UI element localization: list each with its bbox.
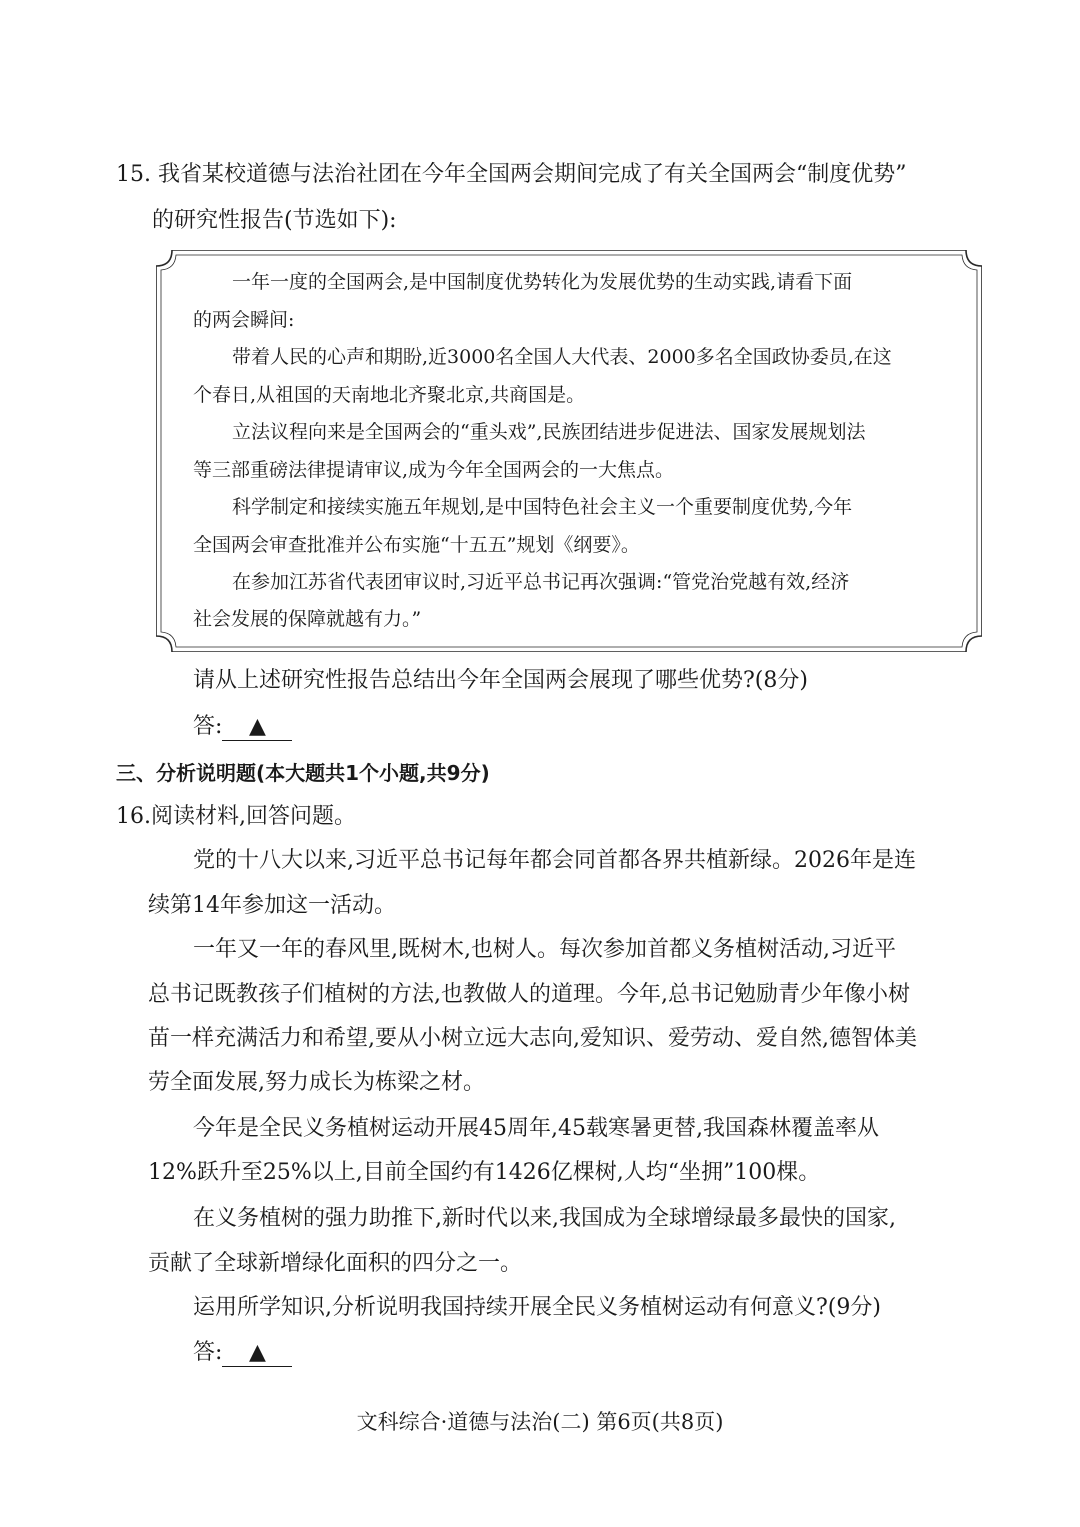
q16-material-2-line1: 一年又一年的春风里,既树木,也树人。每次参加首都义务植树活动,习近平: [193, 937, 896, 962]
q16-material-1-line2: 续第14年参加这一活动。: [148, 893, 396, 918]
excerpt-p3-line2: 等三部重磅法律提请审议,成为今年全国两会的一大焦点。: [193, 459, 675, 481]
q16-stem: 16.阅读材料,回答问题。: [116, 804, 356, 829]
section-3-title: 三、分析说明题(本大题共1个小题,共9分): [116, 761, 490, 785]
q16-material-4-line1: 在义务植树的强力助推下,新时代以来,我国成为全球增绿最多最快的国家,: [193, 1206, 896, 1231]
q15-question: 请从上述研究性报告总结出今年全国两会展现了哪些优势?(8分): [193, 668, 808, 693]
q16-material-2-line3: 苗一样充满活力和希望,要从小树立远大志向,爱知识、爱劳动、爱自然,德智体美: [148, 1026, 917, 1051]
q15-answer[interactable]: [193, 712, 292, 742]
excerpt-p2-line1: 带着人民的心声和期盼,近3000名全国人大代表、2000多名全国政协委员,在这: [232, 346, 892, 368]
answer-label: 答:: [193, 1340, 223, 1365]
q16-material-3-line2: 12%跃升至25%以上,目前全国约有1426亿棵树,人均“坐拥”100棵。: [148, 1160, 821, 1185]
excerpt-p1-line1: 一年一度的全国两会,是中国制度优势转化为发展优势的生动实践,请看下面: [232, 271, 853, 293]
q15-stem-line1: 15. 我省某校道德与法治社团在今年全国两会期间完成了有关全国两会“制度优势”: [116, 162, 907, 187]
excerpt-p1-line2: 的两会瞬间:: [193, 309, 295, 331]
excerpt-p5-line1: 在参加江苏省代表团审议时,习近平总书记再次强调:“管党治党越有效,经济: [232, 571, 850, 593]
q16-material-4-line2: 贡献了全球新增绿化面积的四分之一。: [148, 1251, 523, 1276]
q16-material-3-line1: 今年是全民义务植树运动开展45周年,45载寒暑更替,我国森林覆盖率从: [193, 1116, 879, 1141]
q16-answer[interactable]: [193, 1338, 292, 1368]
q16-question: 运用所学知识,分析说明我国持续开展全民义务植树运动有何意义?(9分): [193, 1295, 881, 1320]
answer-blank-marker[interactable]: ▲: [222, 714, 292, 741]
q16-material-1-line1: 党的十八大以来,习近平总书记每年都会同首都各界共植新绿。2026年是连: [193, 848, 916, 873]
excerpt-p5-line2: 社会发展的保障就越有力。”: [193, 608, 422, 630]
excerpt-p4-line1: 科学制定和接续实施五年规划,是中国特色社会主义一个重要制度优势,今年: [232, 496, 853, 518]
excerpt-p2-line2: 个春日,从祖国的天南地北齐聚北京,共商国是。: [193, 384, 586, 406]
excerpt-p4-line2: 全国两会审查批准并公布实施“十五五”规划《纲要》。: [193, 534, 640, 556]
excerpt-p3-line1: 立法议程向来是全国两会的“重头戏”,民族团结进步促进法、国家发展规划法: [232, 421, 866, 443]
q16-material-2-line4: 劳全面发展,努力成长为栋梁之材。: [148, 1070, 485, 1095]
page-footer: 文科综合·道德与法治(二) 第6页(共8页): [356, 1410, 724, 1434]
answer-blank-marker[interactable]: ▲: [222, 1340, 292, 1367]
answer-label: 答:: [193, 714, 223, 739]
q15-stem-line2: 的研究性报告(节选如下):: [152, 208, 397, 233]
q16-material-2-line2: 总书记既教孩子们植树的方法,也教做人的道理。今年,总书记勉励青少年像小树: [148, 982, 910, 1007]
